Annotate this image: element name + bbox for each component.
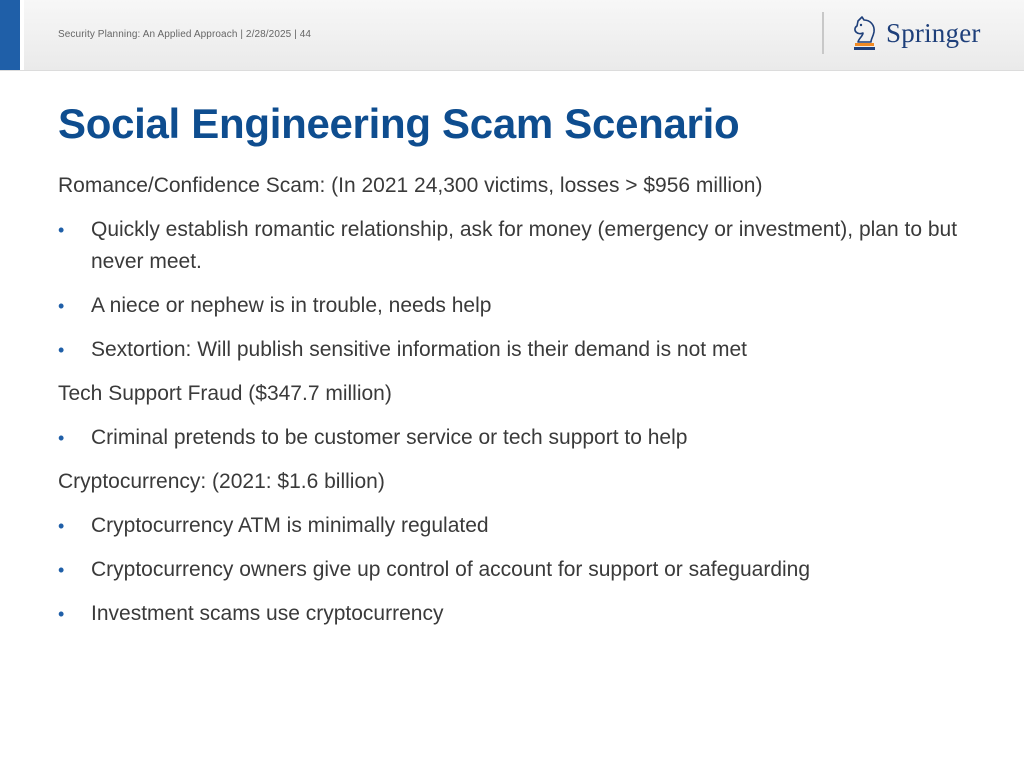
line-text: Quickly establish romantic relationship, ask for money (emergency or investment), plan to but never meet. bbox=[91, 218, 958, 273]
bullet-dot-icon: • bbox=[58, 296, 65, 316]
chess-knight-icon bbox=[850, 15, 880, 51]
line-text: Sextortion: Will publish sensitive information is their demand is not met bbox=[91, 338, 747, 361]
header-accent-gap bbox=[20, 0, 24, 70]
section-heading bbox=[58, 466, 978, 498]
section-heading bbox=[58, 170, 978, 202]
bullet-item bbox=[58, 290, 978, 322]
bullet-item bbox=[58, 554, 978, 586]
bullet-item bbox=[58, 510, 978, 542]
bullet-dot-icon: • bbox=[58, 560, 65, 580]
bullet-item bbox=[58, 422, 978, 454]
line-text: Tech Support Fraud ($347.7 million) bbox=[58, 382, 392, 405]
bullet-dot-icon: • bbox=[58, 220, 65, 240]
header-accent-bar bbox=[0, 0, 20, 70]
line-text: Cryptocurrency ATM is minimally regulated bbox=[91, 514, 489, 537]
bullet-item bbox=[58, 214, 978, 278]
springer-logo bbox=[850, 13, 981, 53]
slide-header bbox=[0, 0, 1024, 71]
slide-title: Social Engineering Scam Scenario bbox=[58, 100, 740, 147]
bullet-item bbox=[58, 334, 978, 366]
section-heading bbox=[58, 378, 978, 410]
line-text: Cryptocurrency owners give up control of account for support or safeguarding bbox=[91, 558, 811, 581]
line-text: Criminal pretends to be customer service or tech support to help bbox=[91, 426, 688, 449]
bullet-dot-icon: • bbox=[58, 516, 65, 536]
logo-divider bbox=[822, 12, 824, 54]
bullet-dot-icon: • bbox=[58, 428, 65, 448]
line-text: A niece or nephew is in trouble, needs help bbox=[91, 294, 492, 317]
logo-wordmark: Springer bbox=[886, 17, 981, 48]
bullet-dot-icon: • bbox=[58, 604, 65, 624]
line-text: Cryptocurrency: (2021: $1.6 billion) bbox=[58, 470, 385, 493]
bullet-item bbox=[58, 598, 978, 630]
bullet-dot-icon: • bbox=[58, 340, 65, 360]
slide-content bbox=[58, 170, 978, 642]
header-meta-text: Security Planning: An Applied Approach | 2/28/2025 | 44 bbox=[58, 29, 312, 40]
line-text: Romance/Confidence Scam: (In 2021 24,300 victims, losses > $956 million) bbox=[58, 174, 763, 197]
line-text: Investment scams use cryptocurrency bbox=[91, 602, 444, 625]
